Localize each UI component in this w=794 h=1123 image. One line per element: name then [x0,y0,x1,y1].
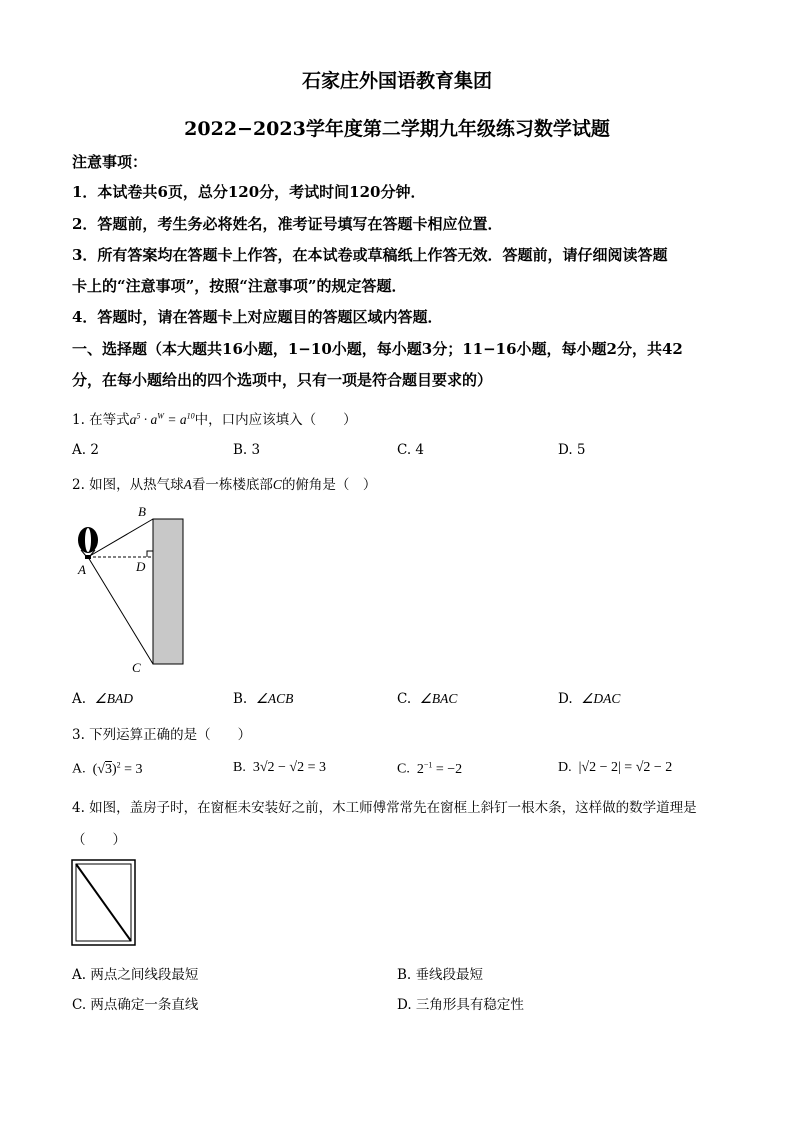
balloon-building-figure [70,502,190,677]
q2-option-c[interactable] [397,691,457,707]
q3-option-a-expr: $(√3)^2 = 3$ [92,760,143,777]
right-angle-mark [147,551,153,557]
notice-item-4: 4．答题时，请在答题卡上对应题目的答题区域内答题． [72,308,443,326]
q3-option-a[interactable] [72,760,143,778]
question-1 [72,408,357,428]
exam-title-subject: 2022−2023学年度第二学期九年级练习数学试题 [184,118,610,140]
q1-option-b[interactable]: B. 3 [233,442,261,458]
section-heading-line1: 一、选择题（本大题共16小题，1−10小题，每小题3分；11−16小题，每小题2分，共42 [72,340,683,358]
question-1-prefix: 1. 在等式 [72,412,130,428]
q2-option-d-letter: D. [558,691,573,707]
question-3: 3. 下列运算正确的是（ ） [72,727,252,743]
q3-option-c-rhs: = −2 [432,761,463,777]
q2-option-c-letter: C. [397,691,412,707]
q3-option-b-expr: 3√2 − √2 = 3 [252,760,327,775]
question-1-suffix: 中，口内应该填入（ ） [194,412,357,428]
q2-option-b[interactable] [233,691,293,707]
q1-option-c[interactable]: C. 4 [397,442,425,458]
question-2-point-a: A [183,477,192,492]
label-c: C [132,660,141,675]
label-d: D [136,559,146,574]
q3-option-a-rhs: = 3 [120,761,143,777]
q4-option-c[interactable]: C. 两点确定一条直线 [72,997,199,1013]
q4-option-d[interactable]: D. 三角形具有稳定性 [397,997,524,1013]
section-heading-line2: 分，在每小题给出的四个选项中，只有一项是符合题目要求的） [72,371,493,389]
q4-option-b[interactable]: B. 垂线段最短 [397,967,484,983]
q3-option-c-letter: C. [397,761,410,777]
building [153,519,183,664]
q3-option-c[interactable] [397,760,462,778]
notice-item-2: 2．答题前，考生务必将姓名，准考证号填写在答题卡相应位置． [72,215,503,233]
q2-option-b-angle: ∠ACB [255,691,294,706]
window-frame-figure [71,859,137,947]
question-2-text-end: 的俯角是（ ） [281,477,377,493]
q2-option-c-angle: ∠BAC [419,691,458,706]
q3-option-d-letter: D. [558,760,572,775]
q2-option-a-letter: A. [72,691,87,707]
q2-option-b-letter: B. [233,691,248,707]
q3-option-c-exp: −1 [423,760,433,769]
notice-heading: 注意事项： [72,153,148,171]
q3-option-c-expr [417,762,462,777]
question-4-line2: （ ） [72,832,126,848]
q2-option-d-angle: ∠DAC [581,691,621,706]
q3-option-c-base: 2 [416,761,424,777]
label-b: B [138,504,146,519]
q3-option-d-expr: |√2 − 2| = √2 − 2 [578,760,673,775]
exam-title-school: 石家庄外国语教育集团 [301,70,492,92]
q3-option-d[interactable] [558,760,672,776]
q2-option-a-angle: ∠BAD [94,691,133,706]
notice-item-1: 1．本试卷共6页，总分120分，考试时间120分钟． [72,183,426,201]
notice-item-3: 3．所有答案均在答题卡上作答，在本试卷或草稿纸上作答无效．答题前，请仔细阅读答题 [72,246,668,264]
question-1-equation: $a^5 \cdot a^W = a^{10}$ [129,411,195,427]
q3-option-a-letter: A. [72,761,86,777]
question-2-text: 2. 如图，从热气球 [72,477,184,493]
q1-option-d[interactable]: D. 5 [558,442,586,458]
question-2 [72,473,376,493]
question-2-text-mid: 看一栋楼底部 [191,477,273,493]
hot-air-balloon-icon [78,527,98,559]
q2-option-d[interactable] [558,691,620,707]
q3-option-b[interactable] [233,760,326,776]
notice-item-3-cont: 卡上的“注意事项”，按照“注意事项”的规定答题． [72,277,407,295]
question-4-line1: 4. 如图，盖房子时，在窗框未安装好之前，木工师傅常常先在窗框上斜钉一根木条，这样做的数学道理是 [72,800,697,816]
q2-option-a[interactable] [72,691,133,707]
q1-option-a[interactable]: A. 2 [72,442,99,458]
q4-option-a[interactable]: A. 两点之间线段最短 [72,967,199,983]
question-2-point-c: C [272,477,282,492]
q3-option-b-letter: B. [233,760,246,775]
label-a: A [78,562,86,577]
